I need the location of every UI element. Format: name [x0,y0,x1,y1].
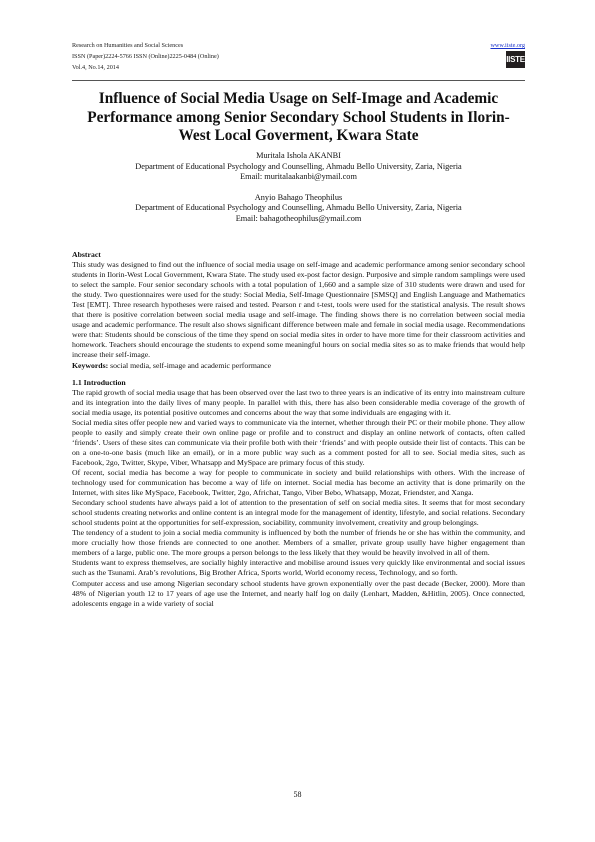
author-email: Email: bahagotheophilus@ymail.com [235,213,362,223]
journal-name: Research on Humanities and Social Sciences [72,42,184,49]
logo-text: IISTE [506,55,525,64]
header-rule [72,80,525,81]
body-paragraph: The tendency of a student to join a social media community is influenced by both the number of friends he or she has within the community, and more crucially how those friends are connected to one another. Members of a smaller, private group usully have higher engagement than members of a large, public one. The more groups a person belongs to the less likely that they would be heavily involved in all of them. [72,528,525,558]
section-heading: 1.1 Introduction [72,377,126,387]
journal-url-link[interactable]: www.iiste.org [490,42,525,49]
abstract-text: This study was designed to find out the influence of social media usage on self-image and academic performance among senior secondary school students in Ilorin-West Local Government, Kwara State. The study used ex-post factor design. Purposive and simple random samplings were used to select the sample. Four senior secondary schools with a total population of 1,660 and a sample size of 310 students were drawn and used for the study. Two questionnaires were used for the study: Social Media, Self-Image Questionnaire [SMSQ] and English Language and Mathematics Test [EMT]. Three research hypotheses were raised and tested. Pearson r and t-test, tools were used for the statistical analysis. The result shows that there is positive correlation between social media usage and self-image. The finding shows there is no correlation between social media usage and academic performance. The result also shows significant difference between male and female in social media usage. Recommendations were that: Students should be conscious of the time they spend on social media sites in order to have more time for their classroom activities and homework. Teachers should encourage the students to expend some meaningful hours on social media sites so as to make friends that would help increase their self-image. [72,260,525,360]
body-paragraph: Social media sites offer people new and varied ways to communicate via the internet, whether through their PC or their mobile phone. They allow people to easily and simply create their own online page or profile and to construct and display an online network of contacts, often called ‘friends’. Users of these sites can communicate via their profile both with their ‘friends’ and with people outside their list of contacts. This can be on a one-to-one basis (much like an email), or in a more public way such as a comment posted for all to see. Social media sites, such as Facebook, 2go, Twitter, Skype, Viber, Whatsapp and MySpace are primary focus of this study. [72,417,525,467]
author-block [72,151,525,183]
iiste-logo [506,51,525,68]
author-email: Email: muritalaakanbi@ymail.com [240,172,357,181]
body-paragraph: Computer access and use among Nigerian secondary school students have grown exponentially over the past decade (Becker, 2000). More than 48% of Nigerian youth 12 to 17 years of age use the Internet, and nearly half log on daily (Lenhart, Madden, &Hitlin, 2005). Once connected, adolescents engage in a wide variety of social [72,578,525,608]
author-section [72,151,525,234]
author-block [72,193,525,225]
paper-body [72,250,525,609]
issn-line: ISSN (Paper)2224-5766 ISSN (Online)2225-0484 (Online) [72,52,219,60]
keywords-label: Keywords: [72,360,109,370]
author-name: Muritala Ishola AKANBI [256,151,341,160]
paper-title: Influence of Social Media Usage on Self-Image and Academic Performance among Senior Secondary School Students in Ilorin-West Local Goverment, Kwara State [87,90,510,144]
body-paragraph: Of recent, social media has become a way for people to communicate in society and build relationships with others. With the increase of technology used for communication has become a way of life on internet. Social media has become an activity that is done primarily on the Internet, with sites like MySpace, Facebook, Twitter, 2go, Africhat, Tango, Viber Bebo, Whatsapp, Mozat, Friendster, and Xanga. [72,467,525,498]
body-paragraph: Students want to express themselves, are socially highly interactive and mobilise around issues very quickly like environmental and social issues such as the Tsunami. Arab’s revolutions, Big Brother Africa, Sports world, World economy recess, Technology, and so forth. [72,558,525,578]
keywords-line [72,361,525,371]
author-name: Anyio Bahago Theophilus [254,192,343,202]
author-affiliation: Department of Educational Psychology and Counselling, Ahmadu Bello University, Zaria, Nigeria [135,203,462,212]
abstract-heading: Abstract [72,250,101,259]
journal-header [72,41,525,73]
volume-line: Vol.4, No.14, 2014 [72,63,119,71]
body-paragraph: The rapid growth of social media usage that has been observed over the last two to three years is an indicative of its entry into mainstream culture and its integration into the daily lives of many people. In parallel with this, there has also been considerable media coverage of the growth of social media usage, its potential positive outcomes and concerns about the way that some individuals are engaging with it. [72,387,525,417]
page-number: 58 [293,790,302,799]
author-affiliation: Department of Educational Psychology and Counselling, Ahmadu Bello University, Zaria, Nigeria [135,161,462,171]
keywords-text: social media, self-image and academic performance [108,360,272,370]
body-paragraph: Secondary school students have always paid a lot of attention to the presentation of self on social media sites. It seems that for most secondary school students creating networks and online content is an integral mode for the management of identity, lifestyle, and social relations. Secondary school students point at the opportunities for self-expression, sociability, community involvement, creativity and group belongings. [72,498,525,528]
